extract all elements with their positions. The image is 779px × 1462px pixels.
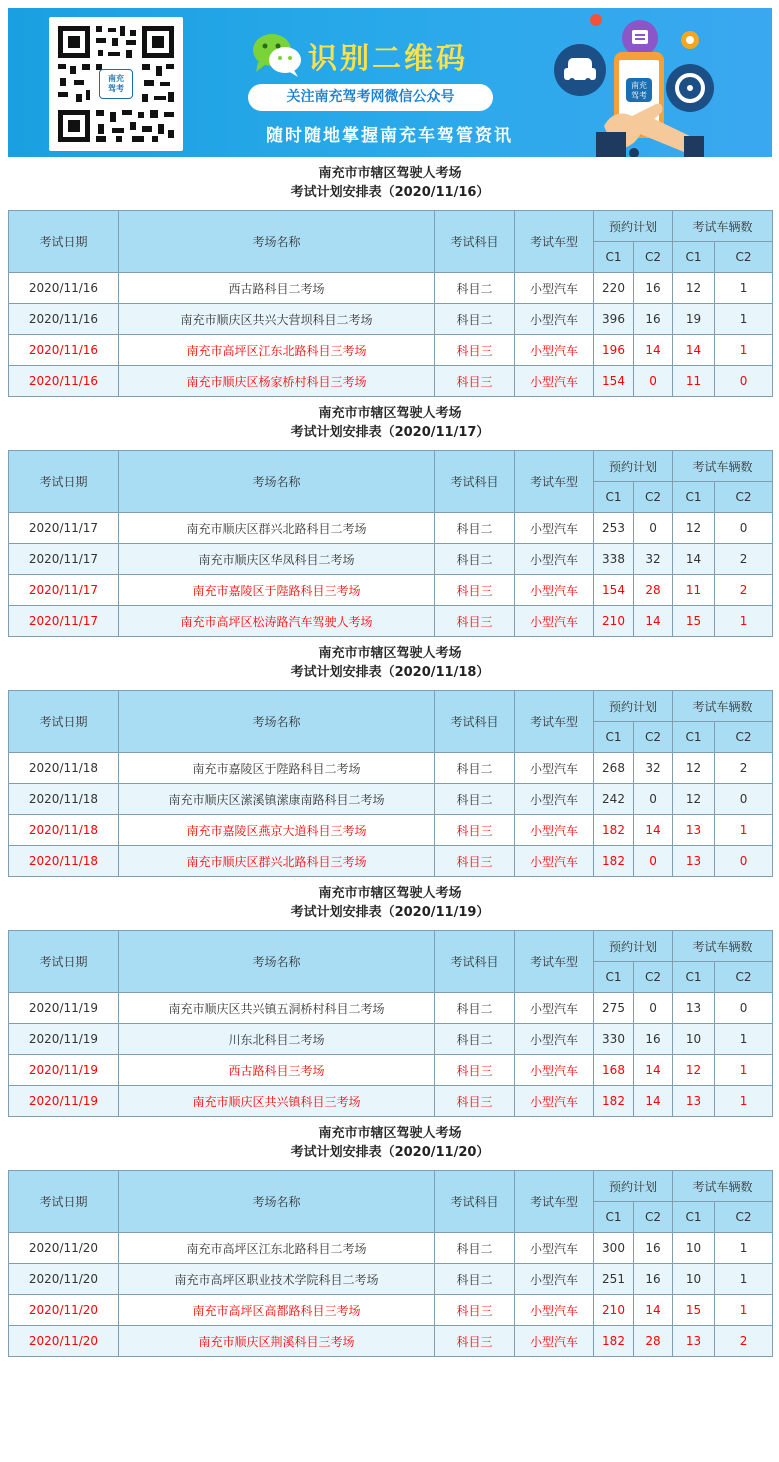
cell-subject: 科目二 — [435, 753, 515, 784]
col-header-cars-c1: C1 — [673, 1202, 715, 1233]
col-header-plan-c1: C1 — [594, 242, 634, 273]
col-header-vehicle: 考试车型 — [515, 211, 594, 273]
cell-cars-c2: 1 — [715, 1264, 773, 1295]
cell-subject: 科目二 — [435, 1233, 515, 1264]
table-row — [9, 1024, 773, 1055]
cell-plan-c2: 0 — [634, 366, 673, 397]
cell-subject: 科目三 — [435, 1326, 515, 1357]
col-header-vehicle: 考试车型 — [515, 931, 594, 993]
cell-vehicle: 小型汽车 — [515, 366, 594, 397]
col-header-cars-c2: C2 — [715, 962, 773, 993]
table-row — [9, 993, 773, 1024]
cell-venue: 南充市高坪区职业技术学院科目二考场 — [119, 1264, 435, 1295]
col-header-plan: 预约计划 — [594, 451, 673, 482]
cell-cars-c1: 13 — [673, 993, 715, 1024]
table-row — [9, 513, 773, 544]
cell-cars-c1: 12 — [673, 513, 715, 544]
table-row — [9, 815, 773, 846]
cell-cars-c1: 12 — [673, 753, 715, 784]
cell-plan-c1: 182 — [594, 815, 634, 846]
section-subtitle: 考试计划安排表（2020/11/17） — [290, 425, 490, 440]
cell-vehicle: 小型汽车 — [515, 1055, 594, 1086]
col-header-date: 考试日期 — [9, 691, 119, 753]
cell-subject: 科目二 — [435, 1024, 515, 1055]
cell-venue: 西古路科目二考场 — [119, 273, 435, 304]
cell-vehicle: 小型汽车 — [515, 1264, 594, 1295]
cell-vehicle: 小型汽车 — [515, 993, 594, 1024]
cell-date: 2020/11/17 — [9, 575, 119, 606]
cell-date: 2020/11/18 — [9, 784, 119, 815]
col-header-subject: 考试科目 — [435, 691, 515, 753]
section-subtitle: 考试计划安排表（2020/11/18） — [290, 665, 490, 680]
col-header-cars-c2: C2 — [715, 482, 773, 513]
cell-venue: 南充市顺庆区杨家桥村科目三考场 — [119, 366, 435, 397]
schedule-section — [8, 884, 772, 1117]
cell-cars-c1: 12 — [673, 784, 715, 815]
cell-subject: 科目二 — [435, 784, 515, 815]
cell-plan-c1: 210 — [594, 1295, 634, 1326]
cell-plan-c2: 14 — [634, 335, 673, 366]
schedule-section — [8, 404, 772, 637]
cell-plan-c1: 251 — [594, 1264, 634, 1295]
cell-venue: 南充市高坪区江东北路科目二考场 — [119, 1233, 435, 1264]
cell-plan-c1: 196 — [594, 335, 634, 366]
cell-date: 2020/11/18 — [9, 846, 119, 877]
table-row — [9, 273, 773, 304]
col-header-plan: 预约计划 — [594, 691, 673, 722]
cell-venue: 南充市嘉陵区燕京大道科目三考场 — [119, 815, 435, 846]
cell-plan-c1: 182 — [594, 1326, 634, 1357]
col-header-vehicle: 考试车型 — [515, 1171, 594, 1233]
cell-cars-c1: 12 — [673, 273, 715, 304]
cell-venue: 川东北科目二考场 — [119, 1024, 435, 1055]
schedule-section — [8, 644, 772, 877]
table-row — [9, 575, 773, 606]
col-header-cars: 考试车辆数 — [673, 931, 773, 962]
table-row — [9, 784, 773, 815]
cell-cars-c1: 13 — [673, 815, 715, 846]
cell-plan-c2: 16 — [634, 1024, 673, 1055]
banner-slogan: 随时随地掌握南充车驾管资讯 — [266, 126, 513, 146]
cell-date: 2020/11/19 — [9, 1086, 119, 1117]
col-header-date: 考试日期 — [9, 451, 119, 513]
table-row — [9, 1233, 773, 1264]
cell-date: 2020/11/20 — [9, 1264, 119, 1295]
cell-subject: 科目二 — [435, 304, 515, 335]
promo-banner — [8, 8, 772, 157]
cell-cars-c1: 13 — [673, 846, 715, 877]
col-header-plan: 预约计划 — [594, 1171, 673, 1202]
cell-cars-c2: 1 — [715, 1295, 773, 1326]
table-row — [9, 1086, 773, 1117]
cell-date: 2020/11/17 — [9, 513, 119, 544]
cell-plan-c2: 14 — [634, 815, 673, 846]
cell-cars-c2: 1 — [715, 815, 773, 846]
cell-subject: 科目二 — [435, 544, 515, 575]
cell-subject: 科目二 — [435, 513, 515, 544]
col-header-plan-c1: C1 — [594, 962, 634, 993]
cell-plan-c2: 16 — [634, 1264, 673, 1295]
cell-cars-c2: 0 — [715, 513, 773, 544]
col-header-cars: 考试车辆数 — [673, 451, 773, 482]
cell-date: 2020/11/20 — [9, 1295, 119, 1326]
cell-plan-c2: 16 — [634, 273, 673, 304]
cell-cars-c1: 15 — [673, 1295, 715, 1326]
cell-date: 2020/11/19 — [9, 1024, 119, 1055]
cell-vehicle: 小型汽车 — [515, 1024, 594, 1055]
cell-plan-c1: 330 — [594, 1024, 634, 1055]
cell-cars-c1: 10 — [673, 1233, 715, 1264]
cell-plan-c2: 16 — [634, 304, 673, 335]
cell-venue: 南充市顺庆区共兴镇科目三考场 — [119, 1086, 435, 1117]
section-title: 南充市市辖区驾驶人考场 — [318, 646, 462, 661]
cell-subject: 科目三 — [435, 815, 515, 846]
cell-venue: 南充市顺庆区共兴大营坝科目二考场 — [119, 304, 435, 335]
table-row — [9, 1055, 773, 1086]
qr-logo-line2: 驾考 — [108, 84, 124, 93]
cell-date: 2020/11/16 — [9, 273, 119, 304]
cell-vehicle: 小型汽车 — [515, 335, 594, 366]
cell-plan-c1: 182 — [594, 1086, 634, 1117]
col-header-date: 考试日期 — [9, 211, 119, 273]
col-header-cars-c2: C2 — [715, 242, 773, 273]
cell-cars-c2: 2 — [715, 575, 773, 606]
cell-venue: 南充市顺庆区群兴北路科目三考场 — [119, 846, 435, 877]
cell-subject: 科目二 — [435, 1264, 515, 1295]
schedule-section — [8, 164, 772, 397]
wechat-icon — [252, 32, 304, 78]
table-row — [9, 1264, 773, 1295]
cell-plan-c2: 14 — [634, 606, 673, 637]
cell-cars-c2: 1 — [715, 1086, 773, 1117]
col-header-venue: 考场名称 — [119, 931, 435, 993]
col-header-cars: 考试车辆数 — [673, 1171, 773, 1202]
cell-cars-c2: 0 — [715, 784, 773, 815]
cell-vehicle: 小型汽车 — [515, 1295, 594, 1326]
cell-subject: 科目三 — [435, 1055, 515, 1086]
cell-subject: 科目三 — [435, 1086, 515, 1117]
cell-date: 2020/11/19 — [9, 1055, 119, 1086]
cell-cars-c2: 2 — [715, 753, 773, 784]
cell-date: 2020/11/16 — [9, 335, 119, 366]
col-header-plan-c2: C2 — [634, 482, 673, 513]
cell-plan-c1: 154 — [594, 575, 634, 606]
cell-vehicle: 小型汽车 — [515, 304, 594, 335]
col-header-plan: 预约计划 — [594, 931, 673, 962]
col-header-vehicle: 考试车型 — [515, 451, 594, 513]
cell-plan-c2: 0 — [634, 784, 673, 815]
cell-cars-c2: 1 — [715, 1055, 773, 1086]
cell-vehicle: 小型汽车 — [515, 1326, 594, 1357]
col-header-plan: 预约计划 — [594, 211, 673, 242]
cell-cars-c1: 10 — [673, 1024, 715, 1055]
table-row — [9, 544, 773, 575]
section-subtitle: 考试计划安排表（2020/11/19） — [290, 905, 490, 920]
cell-subject: 科目三 — [435, 366, 515, 397]
cell-venue: 南充市顺庆区华凤科目二考场 — [119, 544, 435, 575]
cell-date: 2020/11/20 — [9, 1233, 119, 1264]
cell-plan-c2: 32 — [634, 753, 673, 784]
cell-date: 2020/11/19 — [9, 993, 119, 1024]
cell-cars-c1: 12 — [673, 1055, 715, 1086]
cell-vehicle: 小型汽车 — [515, 815, 594, 846]
cell-cars-c1: 11 — [673, 366, 715, 397]
cell-plan-c1: 275 — [594, 993, 634, 1024]
cell-plan-c2: 0 — [634, 513, 673, 544]
col-header-cars-c2: C2 — [715, 722, 773, 753]
col-header-vehicle: 考试车型 — [515, 691, 594, 753]
scan-qr-title: 识别二维码 — [308, 41, 469, 75]
cell-subject: 科目三 — [435, 846, 515, 877]
cell-plan-c1: 168 — [594, 1055, 634, 1086]
section-title: 南充市市辖区驾驶人考场 — [318, 1126, 462, 1141]
cell-plan-c1: 396 — [594, 304, 634, 335]
cell-plan-c1: 182 — [594, 846, 634, 877]
cell-cars-c2: 2 — [715, 544, 773, 575]
col-header-plan-c1: C1 — [594, 482, 634, 513]
cell-vehicle: 小型汽车 — [515, 1086, 594, 1117]
qr-center-logo — [99, 69, 133, 99]
col-header-subject: 考试科目 — [435, 931, 515, 993]
cell-venue: 南充市高坪区江东北路科目三考场 — [119, 335, 435, 366]
cell-vehicle: 小型汽车 — [515, 575, 594, 606]
cell-subject: 科目三 — [435, 1295, 515, 1326]
cell-subject: 科目二 — [435, 993, 515, 1024]
cell-date: 2020/11/17 — [9, 544, 119, 575]
schedule-section — [8, 1124, 772, 1357]
schedule-table — [8, 690, 773, 877]
cell-date: 2020/11/20 — [9, 1326, 119, 1357]
table-row — [9, 846, 773, 877]
cell-cars-c2: 1 — [715, 273, 773, 304]
section-subtitle: 考试计划安排表（2020/11/16） — [290, 185, 490, 200]
phone-logo-line2: 驾考 — [631, 91, 647, 100]
cell-plan-c2: 32 — [634, 544, 673, 575]
col-header-venue: 考场名称 — [119, 211, 435, 273]
section-title: 南充市市辖区驾驶人考场 — [318, 166, 462, 181]
cell-plan-c2: 16 — [634, 1233, 673, 1264]
cell-vehicle: 小型汽车 — [515, 273, 594, 304]
cell-vehicle: 小型汽车 — [515, 784, 594, 815]
col-header-cars-c1: C1 — [673, 482, 715, 513]
col-header-plan-c2: C2 — [634, 1202, 673, 1233]
cell-vehicle: 小型汽车 — [515, 544, 594, 575]
cell-plan-c1: 210 — [594, 606, 634, 637]
qr-code[interactable] — [49, 17, 183, 151]
col-header-plan-c2: C2 — [634, 722, 673, 753]
col-header-cars-c1: C1 — [673, 242, 715, 273]
col-header-subject: 考试科目 — [435, 451, 515, 513]
cell-cars-c1: 15 — [673, 606, 715, 637]
col-header-subject: 考试科目 — [435, 1171, 515, 1233]
col-header-cars-c2: C2 — [715, 1202, 773, 1233]
cell-date: 2020/11/18 — [9, 815, 119, 846]
col-header-venue: 考场名称 — [119, 451, 435, 513]
cell-venue: 南充市顺庆区共兴镇五洞桥村科目二考场 — [119, 993, 435, 1024]
cell-plan-c2: 14 — [634, 1086, 673, 1117]
cell-cars-c2: 2 — [715, 1326, 773, 1357]
cell-plan-c1: 242 — [594, 784, 634, 815]
cell-venue: 南充市嘉陵区于陛路科目二考场 — [119, 753, 435, 784]
cell-subject: 科目三 — [435, 575, 515, 606]
cell-date: 2020/11/16 — [9, 366, 119, 397]
col-header-date: 考试日期 — [9, 931, 119, 993]
cell-plan-c2: 28 — [634, 1326, 673, 1357]
cell-venue: 南充市顺庆区潆溪镇潆康南路科目二考场 — [119, 784, 435, 815]
cell-cars-c1: 13 — [673, 1326, 715, 1357]
cell-plan-c2: 14 — [634, 1295, 673, 1326]
cell-subject: 科目三 — [435, 335, 515, 366]
section-title: 南充市市辖区驾驶人考场 — [318, 406, 462, 421]
cell-vehicle: 小型汽车 — [515, 846, 594, 877]
cell-cars-c1: 13 — [673, 1086, 715, 1117]
follow-account-pill: 关注南充驾考网微信公众号 — [248, 84, 493, 111]
table-row — [9, 1295, 773, 1326]
cell-venue: 南充市顺庆区荆溪科目三考场 — [119, 1326, 435, 1357]
cell-date: 2020/11/16 — [9, 304, 119, 335]
qr-logo-line1: 南充 — [108, 74, 124, 83]
cell-cars-c2: 0 — [715, 993, 773, 1024]
cell-cars-c2: 1 — [715, 1024, 773, 1055]
cell-date: 2020/11/17 — [9, 606, 119, 637]
table-row — [9, 335, 773, 366]
cell-vehicle: 小型汽车 — [515, 1233, 594, 1264]
cell-plan-c2: 28 — [634, 575, 673, 606]
phone-illustration-icon — [544, 8, 772, 157]
cell-venue: 南充市高坪区松涛路汽车驾驶人考场 — [119, 606, 435, 637]
phone-logo-line1: 南充 — [631, 81, 647, 90]
cell-cars-c1: 14 — [673, 335, 715, 366]
cell-plan-c1: 300 — [594, 1233, 634, 1264]
cell-venue: 南充市嘉陵区于陛路科目三考场 — [119, 575, 435, 606]
cell-plan-c2: 0 — [634, 846, 673, 877]
table-row — [9, 1326, 773, 1357]
col-header-plan-c2: C2 — [634, 962, 673, 993]
col-header-venue: 考场名称 — [119, 691, 435, 753]
col-header-plan-c1: C1 — [594, 722, 634, 753]
col-header-plan-c2: C2 — [634, 242, 673, 273]
schedule-table — [8, 450, 773, 637]
cell-plan-c2: 14 — [634, 1055, 673, 1086]
cell-vehicle: 小型汽车 — [515, 513, 594, 544]
col-header-subject: 考试科目 — [435, 211, 515, 273]
cell-venue: 南充市顺庆区群兴北路科目二考场 — [119, 513, 435, 544]
cell-plan-c1: 154 — [594, 366, 634, 397]
schedule-table — [8, 210, 773, 397]
cell-cars-c2: 1 — [715, 304, 773, 335]
cell-cars-c2: 1 — [715, 1233, 773, 1264]
col-header-venue: 考场名称 — [119, 1171, 435, 1233]
cell-plan-c2: 0 — [634, 993, 673, 1024]
cell-venue: 南充市高坪区高都路科目三考场 — [119, 1295, 435, 1326]
table-row — [9, 753, 773, 784]
col-header-plan-c1: C1 — [594, 1202, 634, 1233]
section-title: 南充市市辖区驾驶人考场 — [318, 886, 462, 901]
col-header-cars-c1: C1 — [673, 962, 715, 993]
schedule-table — [8, 1170, 773, 1357]
cell-plan-c1: 220 — [594, 273, 634, 304]
schedule-table — [8, 930, 773, 1117]
col-header-date: 考试日期 — [9, 1171, 119, 1233]
cell-venue: 西古路科目三考场 — [119, 1055, 435, 1086]
table-row — [9, 304, 773, 335]
cell-cars-c2: 1 — [715, 335, 773, 366]
cell-cars-c2: 1 — [715, 606, 773, 637]
col-header-cars: 考试车辆数 — [673, 691, 773, 722]
col-header-cars-c1: C1 — [673, 722, 715, 753]
cell-plan-c1: 253 — [594, 513, 634, 544]
cell-subject: 科目二 — [435, 273, 515, 304]
cell-date: 2020/11/18 — [9, 753, 119, 784]
cell-cars-c1: 14 — [673, 544, 715, 575]
cell-cars-c2: 0 — [715, 846, 773, 877]
cell-plan-c1: 268 — [594, 753, 634, 784]
cell-subject: 科目三 — [435, 606, 515, 637]
section-subtitle: 考试计划安排表（2020/11/20） — [290, 1145, 490, 1160]
cell-cars-c2: 0 — [715, 366, 773, 397]
cell-plan-c1: 338 — [594, 544, 634, 575]
cell-cars-c1: 19 — [673, 304, 715, 335]
cell-vehicle: 小型汽车 — [515, 753, 594, 784]
cell-vehicle: 小型汽车 — [515, 606, 594, 637]
col-header-cars: 考试车辆数 — [673, 211, 773, 242]
table-row — [9, 606, 773, 637]
cell-cars-c1: 11 — [673, 575, 715, 606]
table-row — [9, 366, 773, 397]
cell-cars-c1: 10 — [673, 1264, 715, 1295]
